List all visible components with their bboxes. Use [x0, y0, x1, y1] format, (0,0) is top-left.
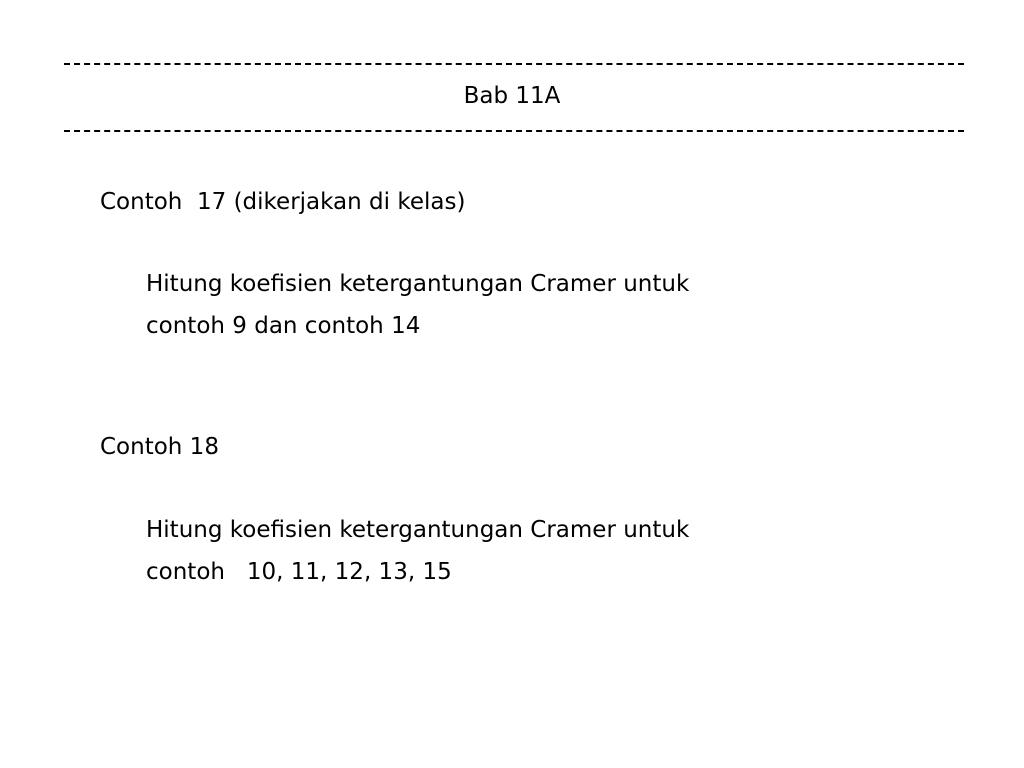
example-17-text-line-2: contoh 9 dan contoh 14	[146, 313, 421, 339]
example-18-text-line-2: contoh 10, 11, 12, 13, 15	[146, 559, 452, 585]
bottom-dashed-divider	[64, 130, 964, 132]
slide-title: Bab 11A	[463, 83, 561, 109]
top-dashed-divider	[64, 63, 964, 65]
example-17-text-line-1: Hitung koefisien ketergantungan Cramer untuk	[146, 271, 690, 297]
example-18-text-line-1: Hitung koefisien ketergantungan Cramer untuk	[146, 517, 690, 543]
example-17-heading: Contoh 17 (dikerjakan di kelas)	[100, 189, 466, 215]
example-18-heading: Contoh 18	[100, 434, 219, 460]
